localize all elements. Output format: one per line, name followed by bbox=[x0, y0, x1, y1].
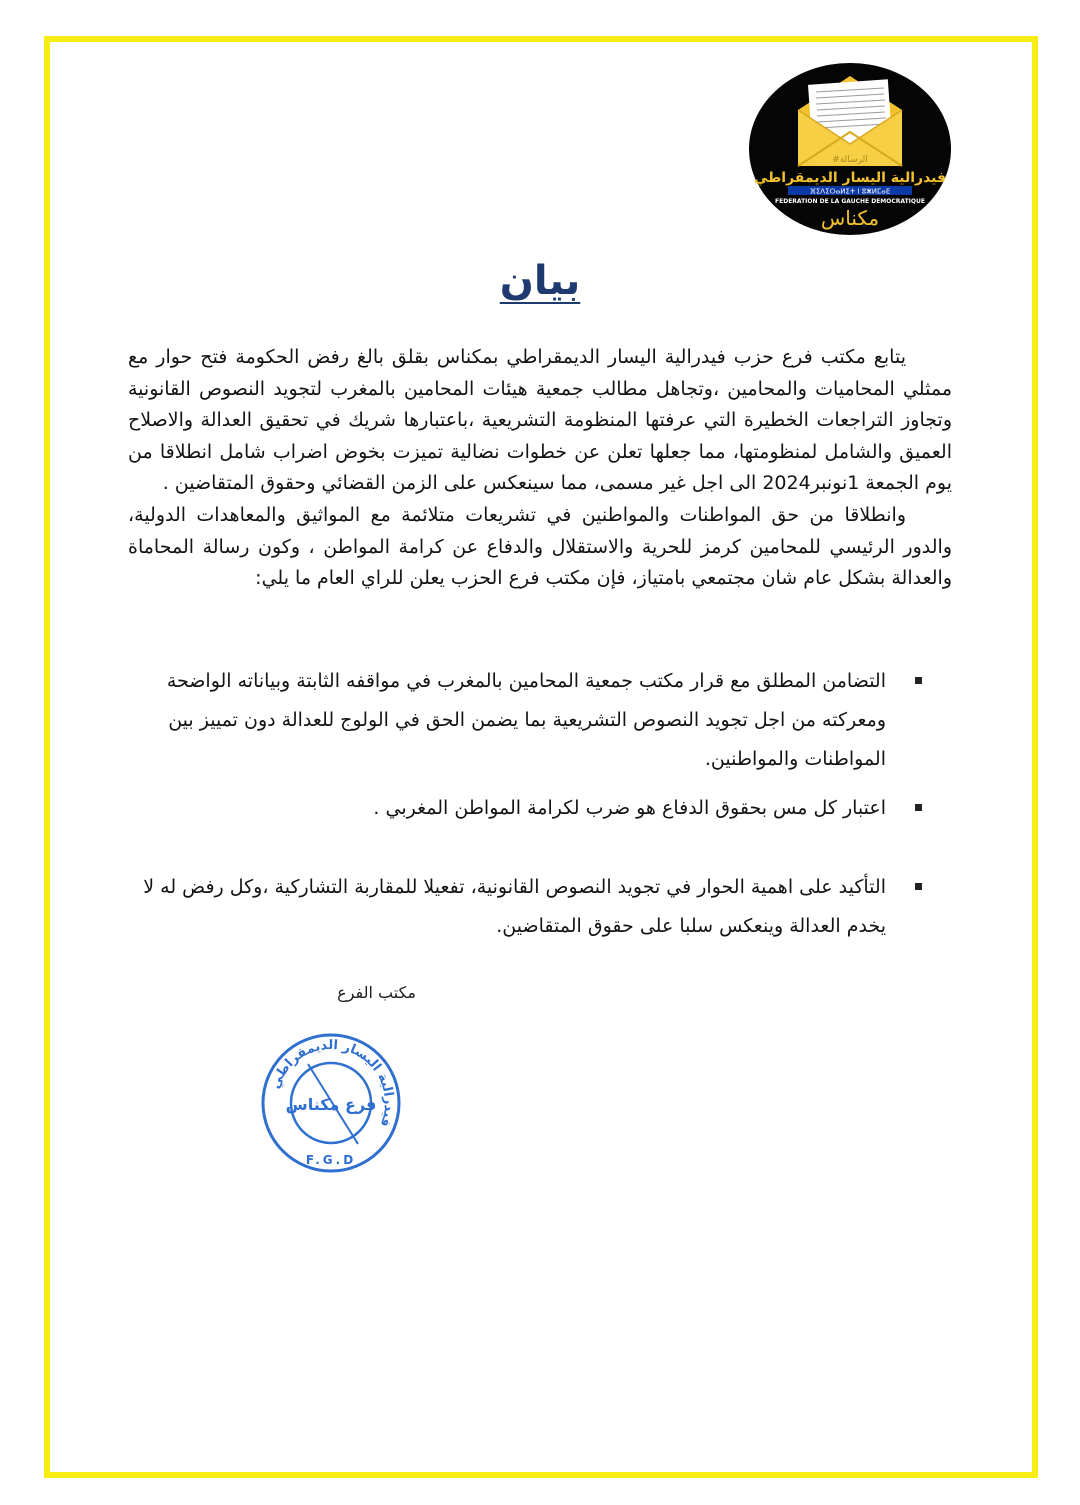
party-logo bbox=[748, 62, 952, 236]
list-item bbox=[128, 789, 952, 828]
signature-label: مكتب الفرع bbox=[337, 983, 416, 1002]
statement-body bbox=[128, 342, 952, 595]
logo-french-name: FEDERATION DE LA GAUCHE DEMOCRATIQUE bbox=[775, 198, 925, 205]
logo-envelope-label: #الرسالة bbox=[832, 155, 868, 165]
square-bullet-icon bbox=[915, 677, 922, 684]
list-item bbox=[128, 868, 952, 946]
stamp-initials: F.G.D bbox=[305, 1153, 357, 1167]
stamp-ring-path: فيدرالية اليسار الديمقراطي bbox=[268, 1037, 397, 1129]
stamp-center-text: فرع مكناس bbox=[285, 1095, 377, 1114]
statement-points bbox=[128, 662, 952, 946]
document-title bbox=[0, 258, 1080, 304]
point-text: اعتبار كل مس بحقوق الدفاع هو ضرب لكرامة المواطن المغربي . bbox=[373, 797, 886, 819]
point-text: التأكيد على اهمية الحوار في تجويد النصوص القانونية، تفعيلا للمقاربة التشاركية ،وكل رفض له لا يخدم العدالة وينعكس سلبا على حقوق المتقاضين. bbox=[143, 876, 886, 937]
list-item bbox=[128, 662, 952, 779]
document-title-text: بيان bbox=[499, 258, 581, 304]
square-bullet-icon bbox=[915, 883, 922, 890]
logo-city: مكناس bbox=[820, 206, 880, 230]
paragraph-context: وانطلاقا من حق المواطنات والمواطنين في تشريعات متلائمة مع المواثيق والمعاهدات الدولية، والدور الرئيسي للمحامين كرمز للحرية والاستقلال والدفاع عن كرامة المواطن ، وكون رسالة المحاماة والعدالة بشكل عام شان مجتمعي بامتياز، فإن مكتب فرع الحزب يعلن للراي العام ما يلي: bbox=[128, 503, 952, 590]
point-text: التضامن المطلق مع قرار مكتب جمعية المحامين بالمغرب في مواقفه الثابتة وبياناته الواضحة ومعركته من اجل تجويد النصوص التشريعية بما يضمن الحق في الولوج للعدالة دون تمييز بين المواطنات والمواطنين. bbox=[166, 670, 886, 770]
square-bullet-icon bbox=[915, 804, 922, 811]
logo-arabic-name: فيدرالية اليسار الديمقراطي bbox=[753, 170, 947, 186]
paragraph-intro: يتابع مكتب فرع حزب فيدرالية اليسار الديمقراطي بمكناس بقلق بالغ رفض الحكومة فتح حوار مع ممثلي المحاميات والمحامين ،وتجاهل مطالب جمعية هيئات المحامين بالمغرب لتجويد النصوص القانونية وتجاوز التراجعات الخطيرة التي عرفتها المنظومة التشريعية ،باعتبارها شريك في تحقيق العدالة والاصلاح العميق والشامل لمنظومتها، مما جعلها تعلن عن خطوات نضالية تميزت بخوض اضراب شامل انطلاقا من يوم الجمعة 1نونبر2024 الى اجل غير مسمى، مما سينعكس على الزمن القضائي وحقوق المتقاضين . bbox=[128, 346, 952, 495]
logo-tifinagh-name: ⴼⵉⴷⵉⵔⴰⵍⵉⵜ ⵏ ⵓⵥⵍⵎⴰⴹ bbox=[809, 187, 891, 196]
official-stamp bbox=[254, 1028, 408, 1178]
